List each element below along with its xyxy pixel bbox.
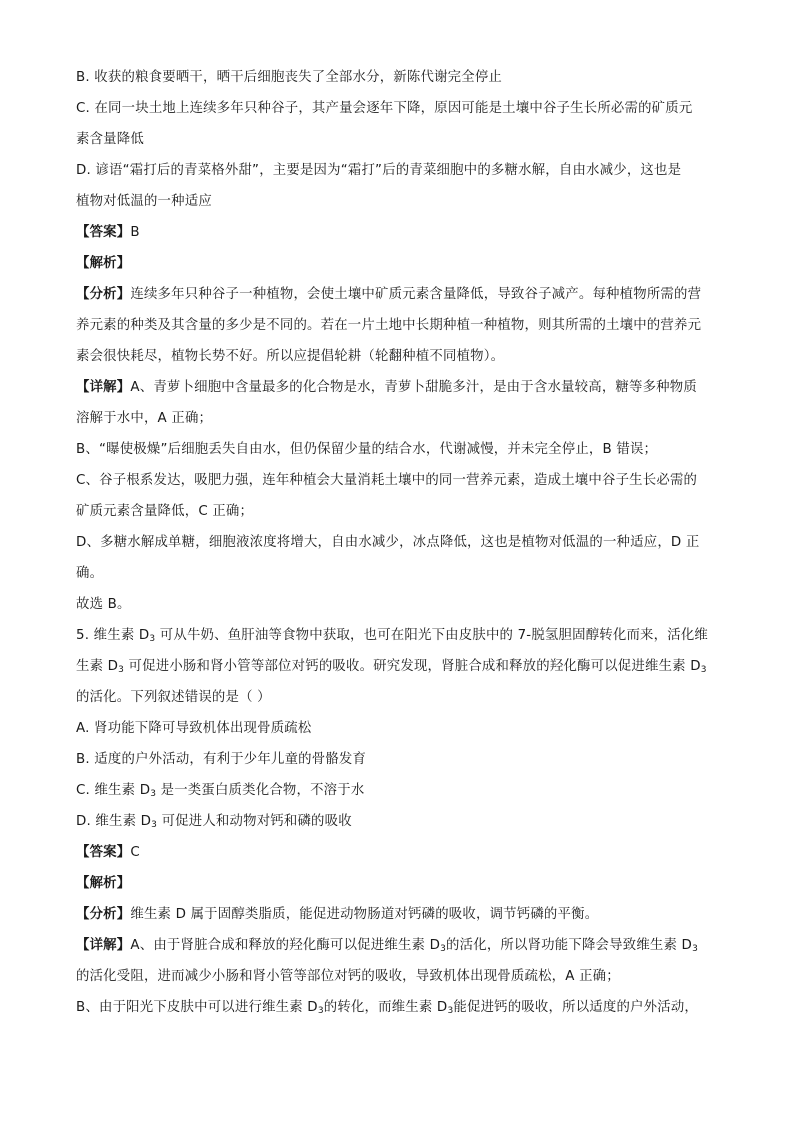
answer-tag: 【答案】 [76, 845, 131, 860]
fenxi-tag: 【分析】 [76, 907, 131, 922]
text-line: 素含量降低 [76, 132, 144, 147]
text-line: 植物对低温的一种适应 [76, 194, 212, 209]
question-5-line: 生素 $D_3$ 可促进小肠和肾小管等部位对钙的吸收。研究发现，肾脏合成和释放的羟化酶可以促进维生素 $D_3$ [76, 659, 707, 675]
text-line: 溶解于水中，A 正确； [76, 411, 213, 426]
text-line: C、谷子根系发达，吸肥力强，连年种植会大量消耗土壤中的同一营养元素，造成土壤中谷子生长必需的 [76, 473, 698, 488]
analysis-heading [76, 868, 726, 899]
text-line: B、“曝使极燥”后细胞丢失自由水，但仍保留少量的结合水，代谢减慢，并未完全停止，B 错误； [76, 442, 658, 457]
document-page [76, 62, 726, 1023]
text-line: 【详解】A、青萝卜细胞中含量最多的化合物是水，青萝卜甜脆多汁，是由于含水量较高，糖等多种物质 [76, 380, 697, 395]
text-line: 【分析】维生素 D 属于固醇类脂质，能促进动物肠道对钙磷的吸收，调节钙磷的平衡。 [76, 907, 599, 922]
answer-line: 【答案】B [76, 225, 140, 240]
text-line: 矿质元素含量降低，C 正确； [76, 504, 254, 519]
xiangjie-tag: 【详解】 [76, 938, 131, 953]
text-line: 确。 [76, 566, 104, 581]
analysis-tag: 【解析】 [76, 256, 131, 271]
text-line: D、多糖水解成单糖，细胞液浓度将增大，自由水减少，冰点降低，这也是植物对低温的一种适应，D 正 [76, 535, 700, 550]
answer-line: 【答案】C [76, 845, 140, 860]
option-a: A. 肾功能下降可导致机体出现骨质疏松 [76, 721, 312, 736]
option-c: C. 维生素 $D_3$ 是一类蛋白质类化合物，不溶于水 [76, 783, 365, 799]
text-line: 故选 B。 [76, 597, 131, 612]
analysis-heading [76, 248, 726, 279]
analysis-tag: 【解析】 [76, 876, 131, 891]
option-b: B. 适度的户外活动，有利于少年儿童的骨骼发育 [76, 752, 367, 767]
text-line: B. 收获的粮食要晒干，晒干后细胞丧失了全部水分，新陈代谢完全停止 [76, 70, 503, 85]
text-line: B、由于阳光下皮肤中可以进行维生素 $D_3$的转化，而维生素 $D_3$能促进钙的吸收，所以适度的户外活动， [76, 1000, 699, 1016]
fenxi-tag: 【分析】 [76, 287, 131, 302]
text-line: 素会很快耗尽，植物长势不好。所以应提倡轮耕（轮翻种植不同植物）。 [76, 349, 505, 364]
answer-tag: 【答案】 [76, 225, 131, 240]
text-line: D. 谚语“霜打后的青菜格外甜”，主要是因为“霜打”后的青菜细胞中的多糖水解，自由水减少，这也是 [76, 163, 682, 178]
question-5-line: 5. 维生素 $D_3$ 可从牛奶、鱼肝油等食物中获取，也可在阳光下由皮肤中的 7-脱氢胆固醇转化而来，活化维 [76, 628, 709, 644]
text-line: 养元素的种类及其含量的多少是不同的。若在一片土地中长期种植一种植物，则其所需的土壤中的营养元 [76, 318, 702, 333]
text-line: 【分析】连续多年只种谷子一种植物，会使土壤中矿质元素含量降低，导致谷子减产。每种植物所需的营 [76, 287, 702, 302]
option-d: D. 维生素 $D_3$ 可促进人和动物对钙和磷的吸收 [76, 814, 352, 830]
text-line: 的活化受阻，进而减少小肠和肾小管等部位对钙的吸收，导致机体出现骨质疏松，A 正确； [76, 969, 620, 984]
question-5-line: 的活化。下列叙述错误的是（ ） [76, 690, 271, 705]
text-line: 【详解】A、由于肾脏合成和释放的羟化酶可以促进维生素 $D_3$的活化，所以肾功能下降会导致维生素 $D_3$ [76, 938, 698, 954]
xiangjie-tag: 【详解】 [76, 380, 131, 395]
text-line: C. 在同一块土地上连续多年只种谷子，其产量会逐年下降，原因可能是土壤中谷子生长所必需的矿质元 [76, 101, 693, 116]
